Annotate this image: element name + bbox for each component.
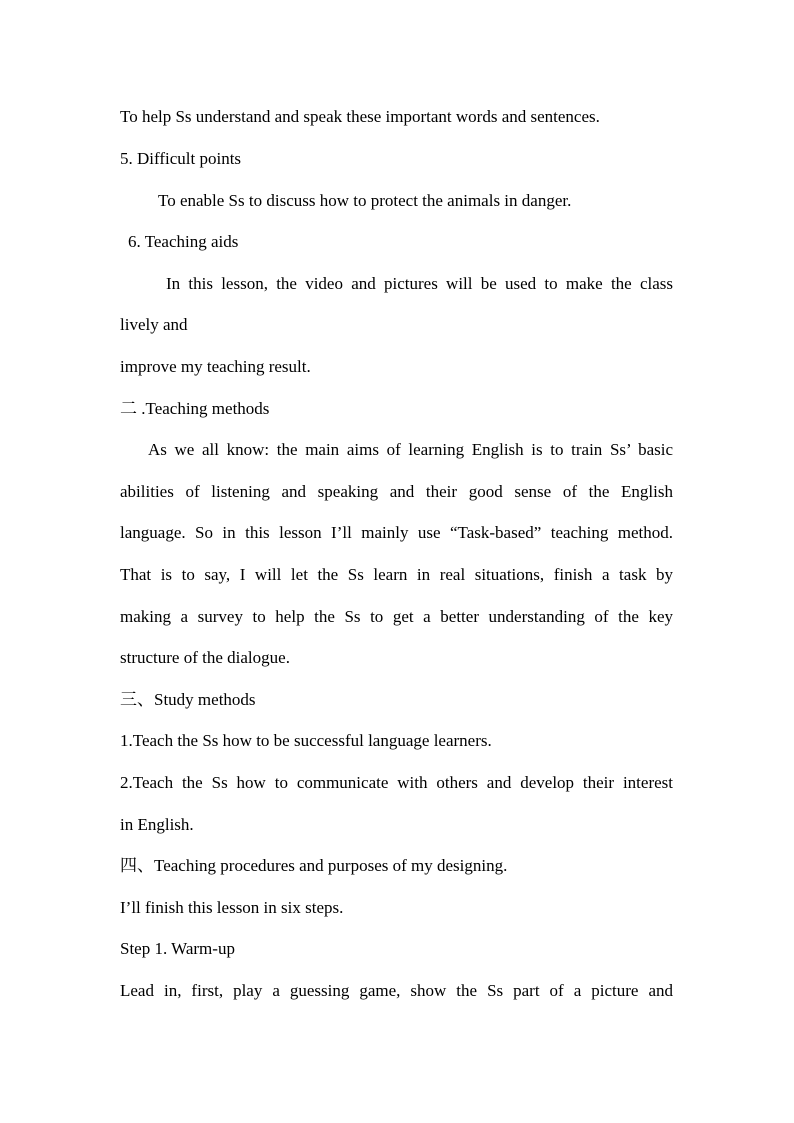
- text-line: 1.Teach the Ss how to be successful language learners.: [120, 731, 492, 750]
- text-line: improve my teaching result.: [120, 357, 311, 376]
- text-line: As we all know: the main aims of learning English is to train Ss’ basic: [148, 440, 673, 459]
- step-heading-warm-up: Step 1. Warm-up: [120, 939, 235, 958]
- text-line: I’ll finish this lesson in six steps.: [120, 898, 344, 917]
- text-line: To enable Ss to discuss how to protect the animals in danger.: [158, 191, 572, 210]
- text-line: Lead in, first, play a guessing game, show the Ss part of a picture and: [120, 981, 673, 1000]
- text-line: making a survey to help the Ss to get a better understanding of the key: [120, 607, 673, 626]
- section-heading-study-methods: 三、Study methods: [120, 690, 256, 709]
- section-heading-teaching-methods: 二 .Teaching methods: [120, 399, 270, 418]
- text-line: lively and: [120, 315, 188, 334]
- text-line: To help Ss understand and speak these important words and sentences.: [120, 107, 600, 126]
- section-heading-teaching-aids: 6. Teaching aids: [128, 232, 239, 251]
- text-line: 2.Teach the Ss how to communicate with others and develop their interest: [120, 773, 673, 792]
- section-heading-difficult-points: 5. Difficult points: [120, 149, 242, 168]
- text-line: in English.: [120, 815, 194, 834]
- text-line: abilities of listening and speaking and their good sense of the English: [120, 482, 673, 501]
- text-line: That is to say, I will let the Ss learn in real situations, finish a task by: [120, 565, 673, 584]
- text-line: language. So in this lesson I’ll mainly use “Task-based” teaching method.: [120, 523, 673, 542]
- text-line: structure of the dialogue.: [120, 648, 290, 667]
- section-heading-teaching-procedures: 四、Teaching procedures and purposes of my designing.: [120, 856, 508, 875]
- text-line: In this lesson, the video and pictures will be used to make the class: [166, 274, 673, 293]
